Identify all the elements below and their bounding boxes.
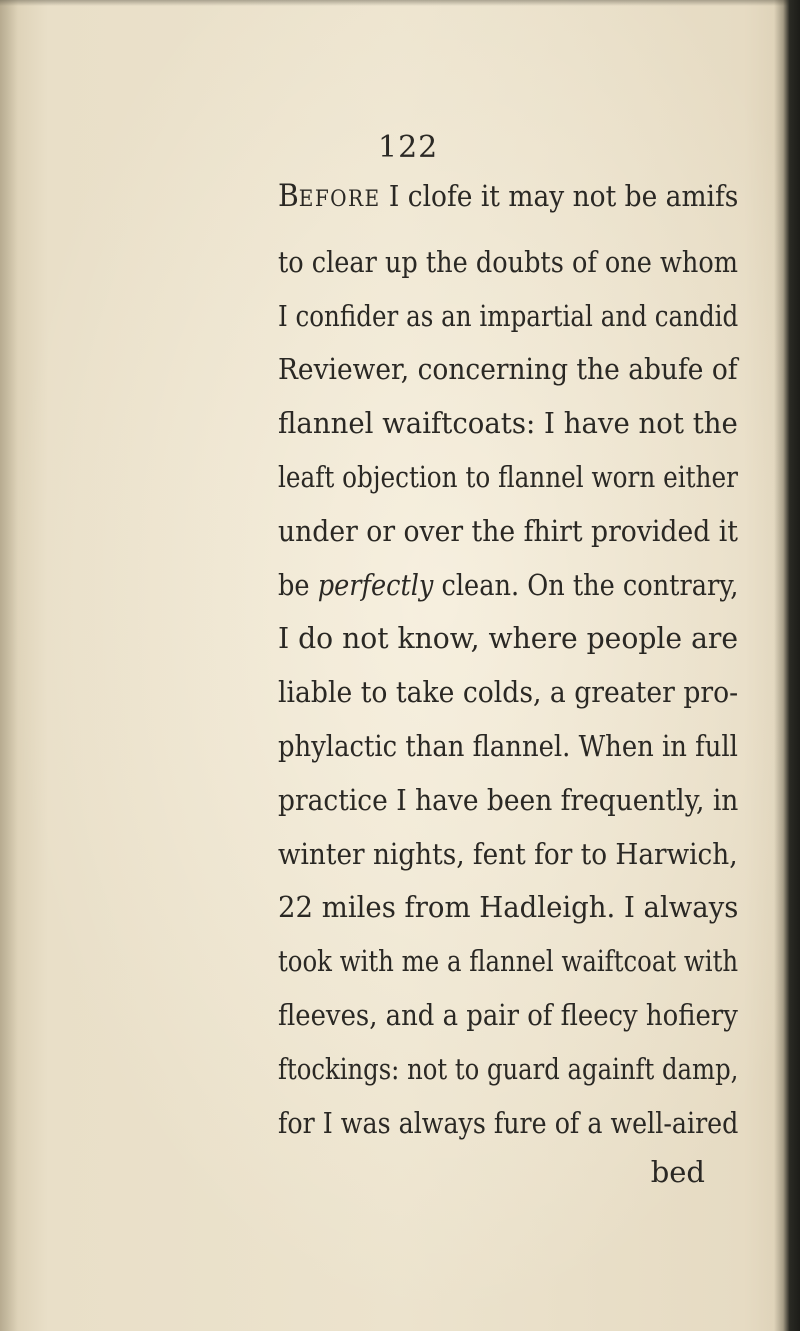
text-line: practice I have been frequently, in bbox=[278, 783, 739, 817]
text-line: fleeves, and a pair of fleecy hofiery bbox=[278, 998, 738, 1032]
small-caps-word: EFORE bbox=[298, 187, 381, 212]
text-line: winter nights, fent for to Harwich, bbox=[278, 837, 738, 871]
line-text: I clofe it may not be amifs bbox=[380, 179, 739, 213]
text-line: Reviewer, concerning the abufe of bbox=[278, 352, 738, 386]
text-line bbox=[278, 565, 738, 605]
catchword: bed bbox=[650, 1155, 705, 1189]
italic-word: perfectly bbox=[317, 568, 434, 602]
page-number: 122 bbox=[378, 130, 439, 165]
text-line: 22 miles from Hadleigh. I always bbox=[278, 890, 739, 924]
text-line: liable to take colds, a greater pro- bbox=[278, 675, 739, 709]
text-line: phylactic than flannel. When in full bbox=[278, 729, 738, 763]
text-line: ftockings: not to guard againft damp, bbox=[278, 1052, 739, 1086]
text-line: for I was always fure of a well-aired bbox=[278, 1106, 739, 1140]
text-line: I do not know, where people are bbox=[278, 621, 739, 655]
line-text: be bbox=[278, 568, 318, 602]
text-line: I confider as an impartial and candid bbox=[278, 299, 739, 333]
line-text: clean. On the contrary, bbox=[433, 568, 739, 602]
text-line bbox=[278, 176, 738, 220]
text-line: under or over the fhirt provided it bbox=[278, 514, 738, 548]
text-line: flannel waiftcoats: I have not the bbox=[278, 406, 738, 440]
text-line: took with me a flannel waiftcoat with bbox=[278, 944, 739, 978]
text-line: leaft objection to flannel worn either bbox=[278, 460, 738, 494]
first-letter: B bbox=[278, 178, 299, 214]
text-line: to clear up the doubts of one whom bbox=[278, 245, 738, 279]
